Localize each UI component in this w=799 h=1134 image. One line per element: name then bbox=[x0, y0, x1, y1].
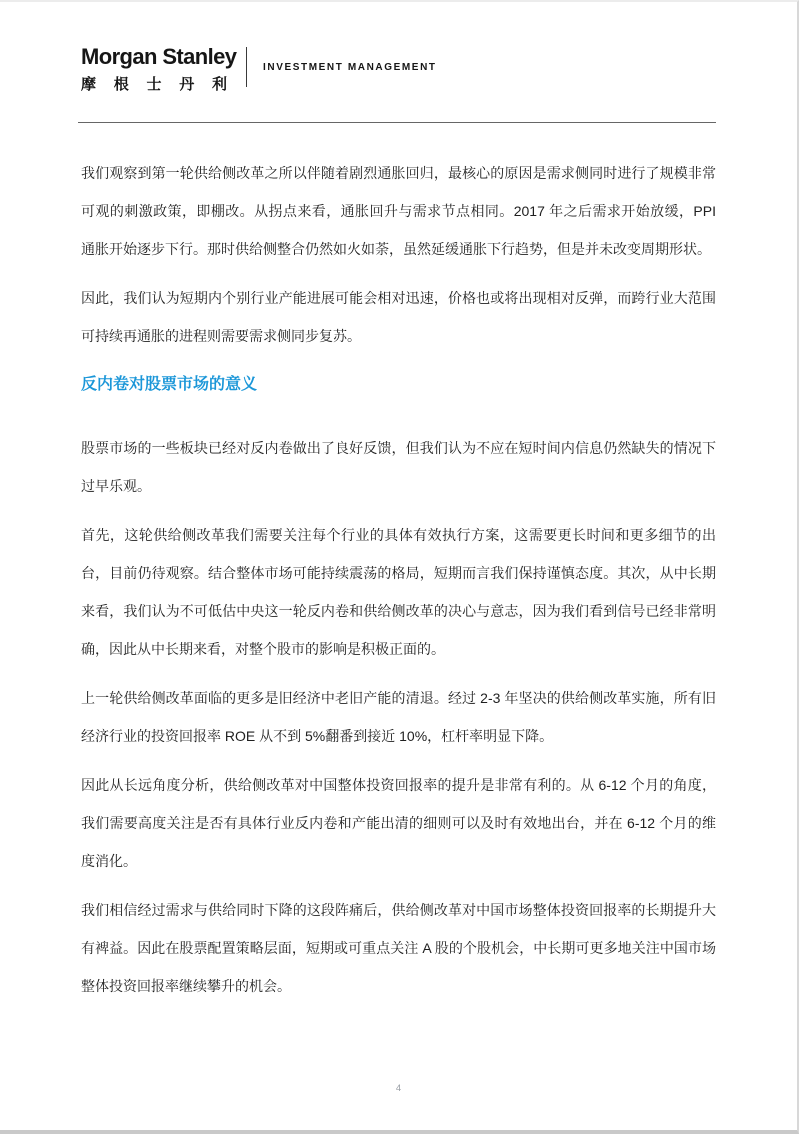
section-paragraph-3: 上一轮供给侧改革面临的更多是旧经济中老旧产能的清退。经过 2-3 年坚决的供给侧改革实施，所有旧经济行业的投资回报率 ROE 从不到 5%翻番到接近 10%，杠杆率明显下降。 bbox=[81, 690, 716, 744]
intro-paragraph-1: 我们观察到第一轮供给侧改革之所以伴随着剧烈通胀回归，最核心的原因是需求侧同时进行了规模非常可观的刺激政策，即棚改。从拐点来看，通胀回升与需求节点相同。2017 年之后需求开始放缓，PPI 通胀开始逐步下行。那时供给侧整合仍然如火如荼，虽然延缓通胀下行趋势，但是并未改变周期形状。 bbox=[81, 165, 716, 257]
document-body bbox=[81, 123, 716, 1005]
section-heading: 反内卷对股票市场的意义 bbox=[81, 376, 258, 393]
intro-paragraph-2: 因此，我们认为短期内个别行业产能进展可能会相对迅速，价格也或将出现相对反弹，而跨行业大范围可持续再通胀的进程则需要需求侧同步复苏。 bbox=[81, 290, 716, 344]
brand-wordmark-chinese: 摩根士丹利 bbox=[81, 76, 227, 93]
section-paragraph-2: 首先，这轮供给侧改革我们需要关注每个行业的具体有效执行方案，这需要更长时间和更多细节的出台，目前仍待观察。结合整体市场可能持续震荡的格局，短期而言我们保持谨慎态度。其次，从中长期来看，我们认为不可低估中央这一轮反内卷和供给侧改革的决心与意志，因为我们看到信号已经非常明确，因此从中长期来看，对整个股市的影响是积极正面的。 bbox=[81, 527, 716, 657]
section-paragraph-1: 股票市场的一些板块已经对反内卷做出了良好反馈，但我们认为不应在短时间内信息仍然缺失的情况下过早乐观。 bbox=[81, 440, 716, 494]
morgan-stanley-logo bbox=[81, 44, 237, 94]
section-paragraph-5: 我们相信经过需求与供给同时下降的这段阵痛后，供给侧改革对中国市场整体投资回报率的长期提升大有裨益。因此在股票配置策略层面，短期或可重点关注 A 股的个股机会，中长期可更多地关注中国市场整体投资回报率继续攀升的机会。 bbox=[81, 902, 716, 994]
brand-wordmark-english: Morgan Stanley bbox=[81, 44, 237, 69]
page-number: 4 bbox=[395, 1083, 402, 1094]
section-paragraph-4: 因此从长远角度分析，供给侧改革对中国整体投资回报率的提升是非常有利的。从 6-12 个月的角度，我们需要高度关注是否有具体行业反内卷和产能出清的细则可以及时有效地出台，并在 6-12 个月的维度消化。 bbox=[81, 777, 716, 869]
page-header bbox=[0, 2, 797, 94]
page-footer bbox=[0, 1078, 797, 1096]
brand-divider bbox=[246, 47, 247, 87]
division-label: INVESTMENT MANAGEMENT bbox=[263, 62, 437, 73]
